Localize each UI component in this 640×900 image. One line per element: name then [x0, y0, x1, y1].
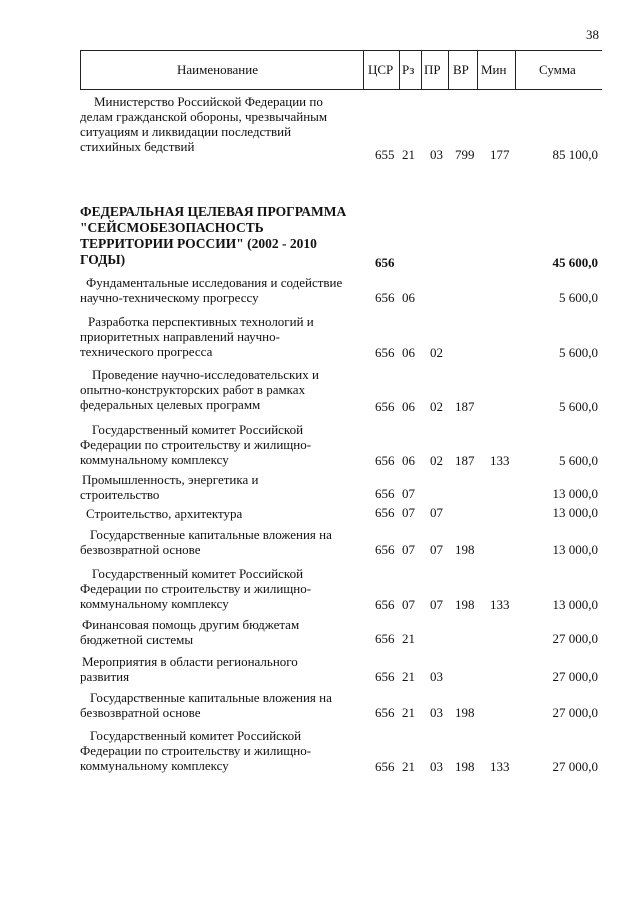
- table-row: Финансовая помощь другим бюджетам бюджетной системы 656 21 27 000,0: [80, 617, 598, 647]
- cell-tsr: 656: [375, 486, 395, 501]
- table-row: Государственные капитальные вложения на безвозвратной основе 656 21 03 198 27 000,0: [80, 690, 598, 720]
- cell-rz: 07: [402, 505, 415, 520]
- cell-sum: 13 000,0: [552, 505, 598, 520]
- header-divider: [399, 51, 400, 89]
- cell-sum: 85 100,0: [552, 147, 598, 162]
- cell-sum: 45 600,0: [552, 255, 598, 270]
- table-row: Министерство Российской Федерации по делам гражданской обороны, чрезвычайным ситуациям и ликвидации последствий стихийных бедствий 655 21 03 799 177 85 100,0: [80, 94, 598, 162]
- cell-min: 133: [490, 597, 510, 612]
- cell-pr: 02: [430, 399, 443, 414]
- cell-pr: 03: [430, 147, 443, 162]
- cell-sum: 13 000,0: [552, 597, 598, 612]
- cell-pr: 03: [430, 669, 443, 684]
- cell-sum: 5 600,0: [559, 290, 598, 305]
- cell-rz: 06: [402, 453, 415, 468]
- header-rz: Рз: [402, 62, 415, 77]
- cell-vr: 198: [455, 542, 475, 557]
- header-divider: [477, 51, 478, 89]
- cell-vr: 187: [455, 453, 475, 468]
- cell-rz: 21: [402, 631, 415, 646]
- header-min: Мин: [481, 62, 507, 77]
- cell-tsr: 656: [375, 705, 395, 720]
- cell-vr: 198: [455, 597, 475, 612]
- cell-rz: 06: [402, 345, 415, 360]
- cell-pr: 03: [430, 759, 443, 774]
- header-name: Наименование: [177, 62, 258, 77]
- header-tsr: ЦСР: [368, 62, 394, 77]
- table-row: Промышленность, энергетика и строительство 656 07 13 000,0: [80, 472, 598, 502]
- cell-rz: 06: [402, 290, 415, 305]
- cell-pr: 07: [430, 542, 443, 557]
- cell-vr: 198: [455, 759, 475, 774]
- cell-pr: 02: [430, 453, 443, 468]
- table-row: Государственные капитальные вложения на безвозвратной основе 656 07 07 198 13 000,0: [80, 527, 598, 557]
- header-vr: ВР: [453, 62, 469, 77]
- table-row: Строительство, архитектура 656 07 07 13 000,0: [86, 505, 598, 521]
- table-header: [80, 50, 602, 90]
- cell-tsr: 656: [375, 505, 395, 520]
- header-divider: [421, 51, 422, 89]
- cell-tsr: 656: [375, 290, 395, 305]
- cell-tsr: 656: [375, 669, 395, 684]
- table-row: ФЕДЕРАЛЬНАЯ ЦЕЛЕВАЯ ПРОГРАММА "СЕЙСМОБЕЗОПАСНОСТЬ ТЕРРИТОРИИ РОССИИ" (2002 - 2010 ГОДЫ) 656 45 600,0: [80, 204, 598, 270]
- cell-pr: 07: [430, 505, 443, 520]
- header-divider: [448, 51, 449, 89]
- page-number: 38: [586, 27, 599, 42]
- cell-tsr: 656: [375, 597, 395, 612]
- cell-rz: 21: [402, 759, 415, 774]
- cell-tsr: 656: [375, 399, 395, 414]
- cell-sum: 27 000,0: [552, 669, 598, 684]
- cell-rz: 07: [402, 542, 415, 557]
- cell-tsr: 656: [375, 255, 395, 270]
- table-row: Государственный комитет Российской Федерации по строительству и жилищно- коммунальному комплексу 656 07 07 198 133 13 000,0: [80, 566, 598, 612]
- cell-rz: 21: [402, 705, 415, 720]
- table-row: Мероприятия в области регионального развития 656 21 03 27 000,0: [80, 654, 598, 684]
- cell-vr: 187: [455, 399, 475, 414]
- cell-rz: 07: [402, 597, 415, 612]
- cell-rz: 06: [402, 399, 415, 414]
- cell-sum: 27 000,0: [552, 631, 598, 646]
- header-divider: [363, 51, 364, 89]
- cell-tsr: 656: [375, 759, 395, 774]
- cell-min: 177: [490, 147, 510, 162]
- cell-rz: 07: [402, 486, 415, 501]
- cell-rz: 21: [402, 669, 415, 684]
- cell-sum: 5 600,0: [559, 345, 598, 360]
- header-sum: Сумма: [539, 62, 576, 77]
- cell-sum: 5 600,0: [559, 399, 598, 414]
- cell-sum: 5 600,0: [559, 453, 598, 468]
- cell-min: 133: [490, 453, 510, 468]
- cell-min: 133: [490, 759, 510, 774]
- header-pr: ПР: [424, 62, 441, 77]
- cell-tsr: 656: [375, 453, 395, 468]
- cell-sum: 13 000,0: [552, 486, 598, 501]
- cell-tsr: 656: [375, 631, 395, 646]
- cell-pr: 07: [430, 597, 443, 612]
- cell-sum: 13 000,0: [552, 542, 598, 557]
- cell-rz: 21: [402, 147, 415, 162]
- header-divider: [515, 51, 516, 89]
- cell-vr: 198: [455, 705, 475, 720]
- cell-tsr: 655: [375, 147, 395, 162]
- table-row: Проведение научно-исследовательских и опытно-конструкторских работ в рамках федеральных целевых программ 656 06 02 187 5 600,0: [80, 367, 598, 414]
- table-row: Разработка перспективных технологий и приоритетных направлений научно- технического прогресса 656 06 02 5 600,0: [80, 314, 598, 360]
- cell-sum: 27 000,0: [552, 759, 598, 774]
- cell-pr: 02: [430, 345, 443, 360]
- cell-tsr: 656: [375, 345, 395, 360]
- cell-tsr: 656: [375, 542, 395, 557]
- table-row: Государственный комитет Российской Федерации по строительству и жилищно- коммунальному комплексу 656 06 02 187 133 5 600,0: [80, 422, 598, 468]
- table-row: Фундаментальные исследования и содействие научно-техническому прогрессу 656 06 5 600,0: [80, 275, 598, 305]
- cell-pr: 03: [430, 705, 443, 720]
- cell-vr: 799: [455, 147, 475, 162]
- cell-sum: 27 000,0: [552, 705, 598, 720]
- table-row: Государственный комитет Российской Федерации по строительству и жилищно- коммунальному комплексу 656 21 03 198 133 27 000,0: [80, 728, 598, 774]
